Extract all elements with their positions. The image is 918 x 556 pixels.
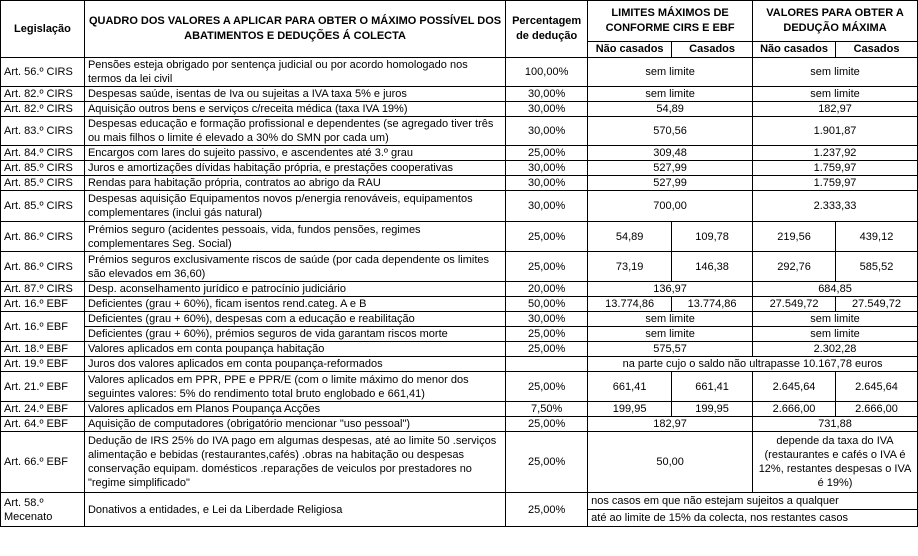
percentage-cell: 25,00%	[506, 342, 588, 357]
value-not-married-cell: 2.666,00	[753, 402, 836, 417]
value-cell: sem limite	[753, 87, 918, 102]
table-row	[1, 282, 918, 297]
table-row	[1, 161, 918, 176]
table-row	[1, 402, 918, 417]
table-row	[1, 87, 918, 102]
description-cell: Rendas para habitação própria, contratos ao abrigo da RAU	[84, 176, 505, 191]
header-valores-nao-casados: Não casados	[753, 42, 836, 58]
description-cell: Donativos a entidades, e Lei da Liberdade Religiosa	[84, 493, 505, 527]
value-married-cell: 2.666,00	[836, 402, 918, 417]
value-cell: 2.302,28	[753, 342, 918, 357]
value-married-cell: 2.645,64	[836, 372, 918, 402]
table-row	[1, 372, 918, 402]
table-row	[1, 102, 918, 117]
percentage-cell: 25,00%	[506, 252, 588, 282]
limit-married-cell: 146,38	[672, 252, 753, 282]
limit-cell: 527,99	[588, 161, 753, 176]
limit-cell: sem limite	[588, 58, 753, 87]
table-row	[1, 493, 918, 510]
legislation-cell: Art. 66.º EBF	[1, 432, 85, 493]
value-cell: sem limite	[753, 327, 918, 342]
limit-cell: 136,97	[588, 282, 753, 297]
header-quadro: QUADRO DOS VALORES A APLICAR PARA OBTER O MÁXIMO POSSÍVEL DOS ABATIMENTOS E DEDUÇÕES Á COLECTA	[84, 1, 505, 58]
percentage-cell: 25,00%	[506, 417, 588, 432]
header-limites: LIMITES MÁXIMOS DE CONFORME CIRS E EBF	[588, 1, 753, 42]
percentage-cell: 30,00%	[506, 191, 588, 222]
percentage-cell	[506, 357, 588, 372]
limit-not-married-cell: 661,41	[588, 372, 672, 402]
value-married-cell: 439,12	[836, 222, 918, 252]
description-cell: Despesas aquisição Equipamentos novos p/energia renováveis, equipamentos complementares (inclui gás natural)	[84, 191, 505, 222]
limit-cell: 570,56	[588, 117, 753, 146]
description-cell: Aquisição outros bens e serviços c/receita médica (taxa IVA 19%)	[84, 102, 505, 117]
value-cell: 182,97	[753, 102, 918, 117]
legislation-cell: Art. 86.º CIRS	[1, 222, 85, 252]
percentage-cell: 25,00%	[506, 493, 588, 527]
percentage-cell: 20,00%	[506, 282, 588, 297]
note-cell: nos casos em que não estejam sujeitos a qualquer	[588, 493, 918, 510]
limit-cell: 527,99	[588, 176, 753, 191]
limit-cell: 54,89	[588, 102, 753, 117]
legislation-cell: Art. 85.º CIRS	[1, 161, 85, 176]
description-cell: Deficientes (grau + 60%), prémios seguros de vida garantam riscos morte	[84, 327, 505, 342]
percentage-cell: 30,00%	[506, 87, 588, 102]
table-row	[1, 342, 918, 357]
percentage-cell: 30,00%	[506, 176, 588, 191]
legislation-cell: Art. 86.º CIRS	[1, 252, 85, 282]
legislation-cell: Art. 84.º CIRS	[1, 146, 85, 161]
table-row	[1, 191, 918, 222]
description-cell: Valores aplicados em conta poupança habitação	[84, 342, 505, 357]
limit-married-cell: 661,41	[672, 372, 753, 402]
table-row	[1, 417, 918, 432]
table-row	[1, 432, 918, 493]
table-row	[1, 312, 918, 327]
legislation-cell: Art. 56.º CIRS	[1, 58, 85, 87]
description-cell: Prémios seguro (acidentes pessoais, vida, fundos pensões, regimes complementares Seg. Social)	[84, 222, 505, 252]
legislation-cell: Art. 24.º EBF	[1, 402, 85, 417]
limit-cell: 182,97	[588, 417, 753, 432]
limit-not-married-cell: 13.774,86	[588, 297, 672, 312]
value-not-married-cell: 2.645,64	[753, 372, 836, 402]
value-not-married-cell: 27.549,72	[753, 297, 836, 312]
percentage-cell: 25,00%	[506, 432, 588, 493]
limit-not-married-cell: 73,19	[588, 252, 672, 282]
limit-not-married-cell: 199,95	[588, 402, 672, 417]
table-row	[1, 146, 918, 161]
limit-married-cell: 199,95	[672, 402, 753, 417]
limit-married-cell: 109,78	[672, 222, 753, 252]
description-cell: Juros e amortizações dívidas habitação própria, e prestações cooperativas	[84, 161, 505, 176]
description-cell: Dedução de IRS 25% do IVA pago em algumas despesas, até ao limite 50 .serviços alimentação e bebidas (restaurantes,cafés) .obras na habitação ou despesas conservação equipam. domésticos .reparações de veiculos por prestadores no "regime simplificado"	[84, 432, 505, 493]
limit-not-married-cell: 54,89	[588, 222, 672, 252]
legislation-cell: Art. 82.º CIRS	[1, 102, 85, 117]
description-cell: Encargos com lares do sujeito passivo, e ascendentes até 3.º grau	[84, 146, 505, 161]
legislation-cell: Art. 87.º CIRS	[1, 282, 85, 297]
note-cell: até ao limite de 15% da colecta, nos restantes casos	[588, 510, 918, 527]
table-row	[1, 117, 918, 146]
percentage-cell: 30,00%	[506, 161, 588, 176]
value-cell: 1.759,97	[753, 161, 918, 176]
header-limites-casados: Casados	[672, 42, 753, 58]
value-married-cell: 585,52	[836, 252, 918, 282]
description-cell: Valores aplicados em Planos Poupança Acções	[84, 402, 505, 417]
description-cell: Pensões esteja obrigado por sentença judicial ou por acordo homologado nos termos da lei civil	[84, 58, 505, 87]
table-row	[1, 357, 918, 372]
description-cell: Despesas saúde, isentas de Iva ou sujeitas a IVA taxa 5% e juros	[84, 87, 505, 102]
percentage-cell: 50,00%	[506, 297, 588, 312]
limit-cell: 575,57	[588, 342, 753, 357]
limit-married-cell: 13.774,86	[672, 297, 753, 312]
description-cell: Deficientes (grau + 60%), despesas com a educação e reabilitação	[84, 312, 505, 327]
description-cell: Desp. aconselhamento jurídico e patrocínio judiciário	[84, 282, 505, 297]
value-not-married-cell: 219,56	[753, 222, 836, 252]
value-cell: 1.237,92	[753, 146, 918, 161]
table-row	[1, 58, 918, 87]
limit-cell: sem limite	[588, 327, 753, 342]
legislation-cell: Art. 18.º EBF	[1, 342, 85, 357]
header-valores: VALORES PARA OBTER A DEDUÇÃO MÁXIMA	[753, 1, 918, 42]
limit-cell: 309,48	[588, 146, 753, 161]
header-percentagem: Percentagem de dedução	[506, 1, 588, 58]
limit-cell: sem limite	[588, 87, 753, 102]
value-married-cell: 27.549,72	[836, 297, 918, 312]
legislation-cell: Art. 16.º EBF	[1, 297, 85, 312]
value-cell: 2.333,33	[753, 191, 918, 222]
table-row	[1, 327, 918, 342]
percentage-cell: 30,00%	[506, 117, 588, 146]
percentage-cell: 25,00%	[506, 146, 588, 161]
description-cell: Aquisição de computadores (obrigatório mencionar "uso pessoal")	[84, 417, 505, 432]
percentage-cell: 25,00%	[506, 327, 588, 342]
header-limites-nao-casados: Não casados	[588, 42, 672, 58]
value-cell: sem limite	[753, 58, 918, 87]
legislation-cell: Art. 85.º CIRS	[1, 176, 85, 191]
value-cell: 1.901,87	[753, 117, 918, 146]
note-cell: na parte cujo o saldo não ultrapasse 10.167,78 euros	[588, 357, 918, 372]
table-row	[1, 252, 918, 282]
value-cell: depende da taxa do IVA (restaurantes e cafés o IVA é 12%, restantes despesas o IVA é 19%)	[753, 432, 918, 493]
value-cell: 1.759,97	[753, 176, 918, 191]
description-cell: Valores aplicados em PPR, PPE e PPR/E (com o limite máximo do menor dos seguintes valores: 5% do rendimento total bruto englobado e 661,41)	[84, 372, 505, 402]
value-cell: 684,85	[753, 282, 918, 297]
description-cell: Deficientes (grau + 60%), ficam isentos rend.categ. A e B	[84, 297, 505, 312]
value-cell: 731,88	[753, 417, 918, 432]
value-not-married-cell: 292,76	[753, 252, 836, 282]
legislation-cell: Art. 85.º CIRS	[1, 191, 85, 222]
description-cell: Juros dos valores aplicados em conta poupança-reformados	[84, 357, 505, 372]
percentage-cell: 7,50%	[506, 402, 588, 417]
percentage-cell: 30,00%	[506, 312, 588, 327]
percentage-cell: 30,00%	[506, 102, 588, 117]
header-legislacao: Legislação	[1, 1, 85, 58]
percentage-cell: 100,00%	[506, 58, 588, 87]
table-row	[1, 297, 918, 312]
limit-cell: 700,00	[588, 191, 753, 222]
percentage-cell: 25,00%	[506, 372, 588, 402]
table-row	[1, 176, 918, 191]
description-cell: Prémios seguros exclusivamente riscos de saúde (por cada dependente os limites são elevados em 36,60)	[84, 252, 505, 282]
legislation-cell: Art. 21.º EBF	[1, 372, 85, 402]
limit-cell: 50,00	[588, 432, 753, 493]
limit-cell: sem limite	[588, 312, 753, 327]
legislation-cell: Art. 83.º CIRS	[1, 117, 85, 146]
description-cell: Despesas educação e formação profissional e dependentes (se agregado tiver três ou mais filhos o limite é elevado a 30% do SMN por cada um)	[84, 117, 505, 146]
value-cell: sem limite	[753, 312, 918, 327]
legislation-cell: Art. 19.º EBF	[1, 357, 85, 372]
percentage-cell: 25,00%	[506, 222, 588, 252]
legislation-cell: Art. 64.º EBF	[1, 417, 85, 432]
legislation-cell: Art. 16.º EBF	[1, 312, 85, 342]
table-row	[1, 222, 918, 252]
legislation-cell: Art. 82.º CIRS	[1, 87, 85, 102]
header-valores-casados: Casados	[836, 42, 918, 58]
legislation-cell: Art. 58.º Mecenato	[1, 493, 85, 527]
